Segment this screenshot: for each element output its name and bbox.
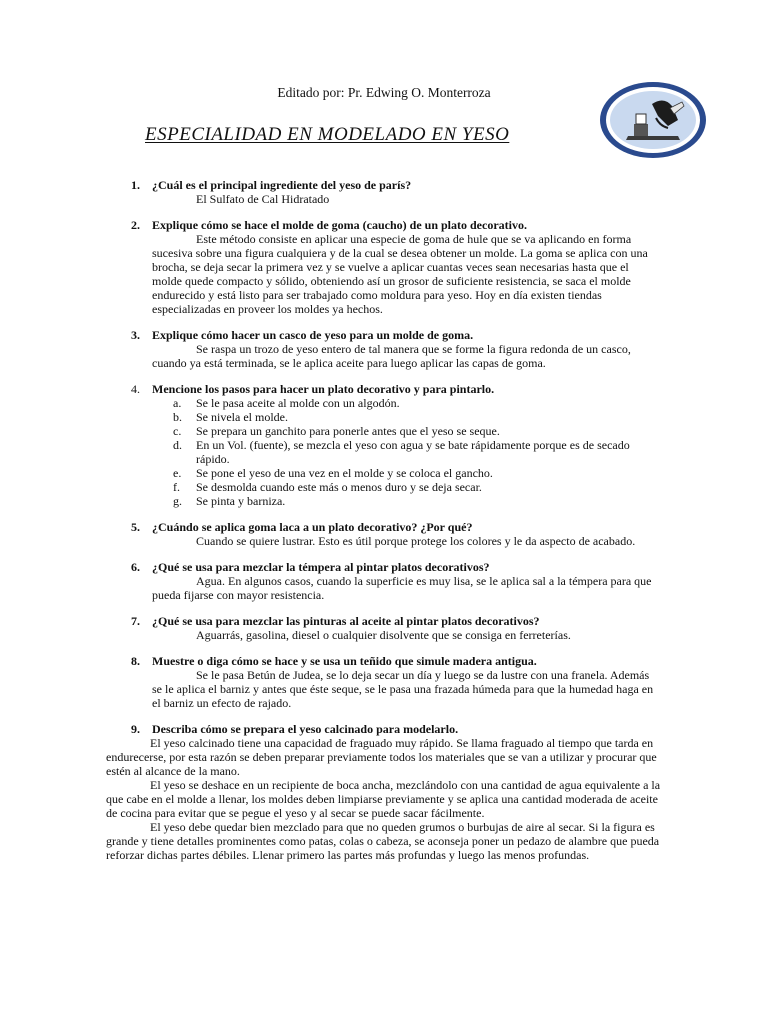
answer-text: Agua. En algunos casos, cuando la superficie es muy lisa, se le aplica sal a la témpera para que pueda fijarse con mayor resistencia. — [152, 574, 652, 602]
answer-text: Este método consiste en aplicar una especie de goma de hule que se va aplicando en forma sucesiva sobre una figura cualquiera y de la cual se desea obtener un molde. La goma se aplica con una brocha, se deja secar la primera vez y se vuelve a aplicar cuantas veces sean necesarias hasta que el molde quede compacto y sólido, obteniendo así un grosor de suficiente resistencia, se saca el molde endurecido y está listo para ser trabajado como moldura para yeso. Hoy en día existen tiendas especializadas en proveer los moldes ya hechos. — [152, 232, 648, 316]
question-text: Describa cómo se prepara el yeso calcinado para modelarlo. — [152, 722, 459, 736]
step-text: Se le pasa aceite al molde con un algodón. — [196, 396, 400, 410]
question-item — [0, 614, 768, 642]
question-item — [0, 722, 768, 862]
step-letter: a. — [173, 396, 182, 410]
question-text: Muestre o diga cómo se hace y se usa un teñido que simule madera antigua. — [152, 654, 537, 668]
answer-paragraph: El yeso calcinado tiene una capacidad de fraguado muy rápido. Se llama fraguado al tiempo que tarda en endurecerse, por esta razón se deben preparar previamente todos los materiales que se van a utilizar y procurar que estén al alcance de la mano. — [106, 736, 657, 778]
step-text: Se nivela el molde. — [196, 410, 288, 424]
step-text: Se pone el yeso de una vez en el molde y se coloca el gancho. — [196, 466, 493, 480]
question-number: 9. — [131, 722, 140, 736]
step-text: Se prepara un ganchito para ponerle antes que el yeso se seque. — [196, 424, 500, 438]
question-text: ¿Cuándo se aplica goma laca a un plato decorativo? ¿Por qué? — [152, 520, 473, 534]
question-item — [0, 218, 768, 316]
step-letter: c. — [173, 424, 182, 438]
question-text: Explique cómo hacer un casco de yeso para un molde de goma. — [152, 328, 474, 342]
question-text: Explique cómo se hace el molde de goma (caucho) de un plato decorativo. — [152, 218, 527, 232]
question-number: 4. — [131, 382, 140, 396]
answer-paragraph: El yeso debe quedar bien mezclado para que no queden grumos o burbujas de aire al secar. Si la figura es grande y tiene detalles prominentes como patas, colas o cabeza, se aconseja poner un pedazo de alambre que pueda reforzar dichas partes débiles. Llenar primero las partes más profundas y luego las menos profundas. — [106, 820, 660, 862]
answer-text: Se raspa un trozo de yeso entero de tal manera que se forme la figura redonda de un casco, cuando ya está terminada, se le aplica aceite para luego aplicar las capas de goma. — [152, 342, 631, 370]
question-text: ¿Cuál es el principal ingrediente del yeso de parís? — [152, 178, 412, 192]
question-number: 5. — [131, 520, 140, 534]
step-item — [173, 494, 660, 508]
question-item — [0, 382, 768, 508]
step-item — [173, 424, 660, 438]
editor-credit: Editado por: Pr. Edwing O. Monterroza — [277, 85, 491, 100]
document-title: ESPECIALIDAD EN MODELADO EN YESO — [145, 124, 510, 145]
step-letter: d. — [173, 438, 182, 452]
question-item — [0, 560, 768, 602]
question-text: ¿Qué se usa para mezclar la témpera al pintar platos decorativos? — [152, 560, 490, 574]
step-item — [173, 438, 660, 466]
step-letter: g. — [173, 494, 182, 508]
question-number: 3. — [131, 328, 140, 342]
question-item — [0, 654, 768, 710]
answer-text: El Sulfato de Cal Hidratado — [196, 192, 330, 206]
question-number: 2. — [131, 218, 140, 232]
question-text: ¿Qué se usa para mezclar las pinturas al aceite al pintar platos decorativos? — [152, 614, 540, 628]
question-item — [0, 520, 768, 548]
answer-paragraph: El yeso se deshace en un recipiente de boca ancha, mezclándolo con una cantidad de agua equivalente a la que cabe en el molde a llenar, los moldes deben limpiarse previamente y se aplica una cantidad moderada de aceite de cocina para evitar que se pegue el yeso y al secar se puede sacar fácilmente. — [106, 778, 661, 820]
question-number: 8. — [131, 654, 140, 668]
answer-text: Se le pasa Betún de Judea, se lo deja secar un día y luego se da lustre con una franela. Además se le aplica el barniz y antes que éste seque, se le pasa una frazada húmeda para que la humedad haga en el barniz un efecto de rajado. — [152, 668, 654, 710]
step-item — [173, 396, 660, 410]
step-text: En un Vol. (fuente), se mezcla el yeso con agua y se bate rápidamente porque es de secado rápido. — [196, 438, 630, 466]
questions-list — [0, 178, 768, 874]
step-item — [173, 466, 660, 480]
answer-text: Aguarrás, gasolina, diesel o cualquier disolvente que se consiga en ferreterías. — [196, 628, 571, 642]
question-text: Mencione los pasos para hacer un plato decorativo y para pintarlo. — [152, 382, 495, 396]
sculpting-badge-icon — [598, 80, 708, 160]
question-number: 6. — [131, 560, 140, 574]
step-item — [173, 410, 660, 424]
step-letter: f. — [173, 480, 180, 494]
step-letter: b. — [173, 410, 182, 424]
steps-list — [0, 396, 768, 508]
answer-text: Cuando se quiere lustrar. Esto es útil porque protege los colores y le da aspecto de acabado. — [196, 534, 636, 548]
step-item — [173, 480, 660, 494]
question-item — [0, 178, 768, 206]
question-number: 1. — [131, 178, 140, 192]
step-text: Se pinta y barniza. — [196, 494, 286, 508]
question-item — [0, 328, 768, 370]
step-letter: e. — [173, 466, 182, 480]
question-number: 7. — [131, 614, 140, 628]
step-text: Se desmolda cuando este más o menos duro y se deja secar. — [196, 480, 482, 494]
